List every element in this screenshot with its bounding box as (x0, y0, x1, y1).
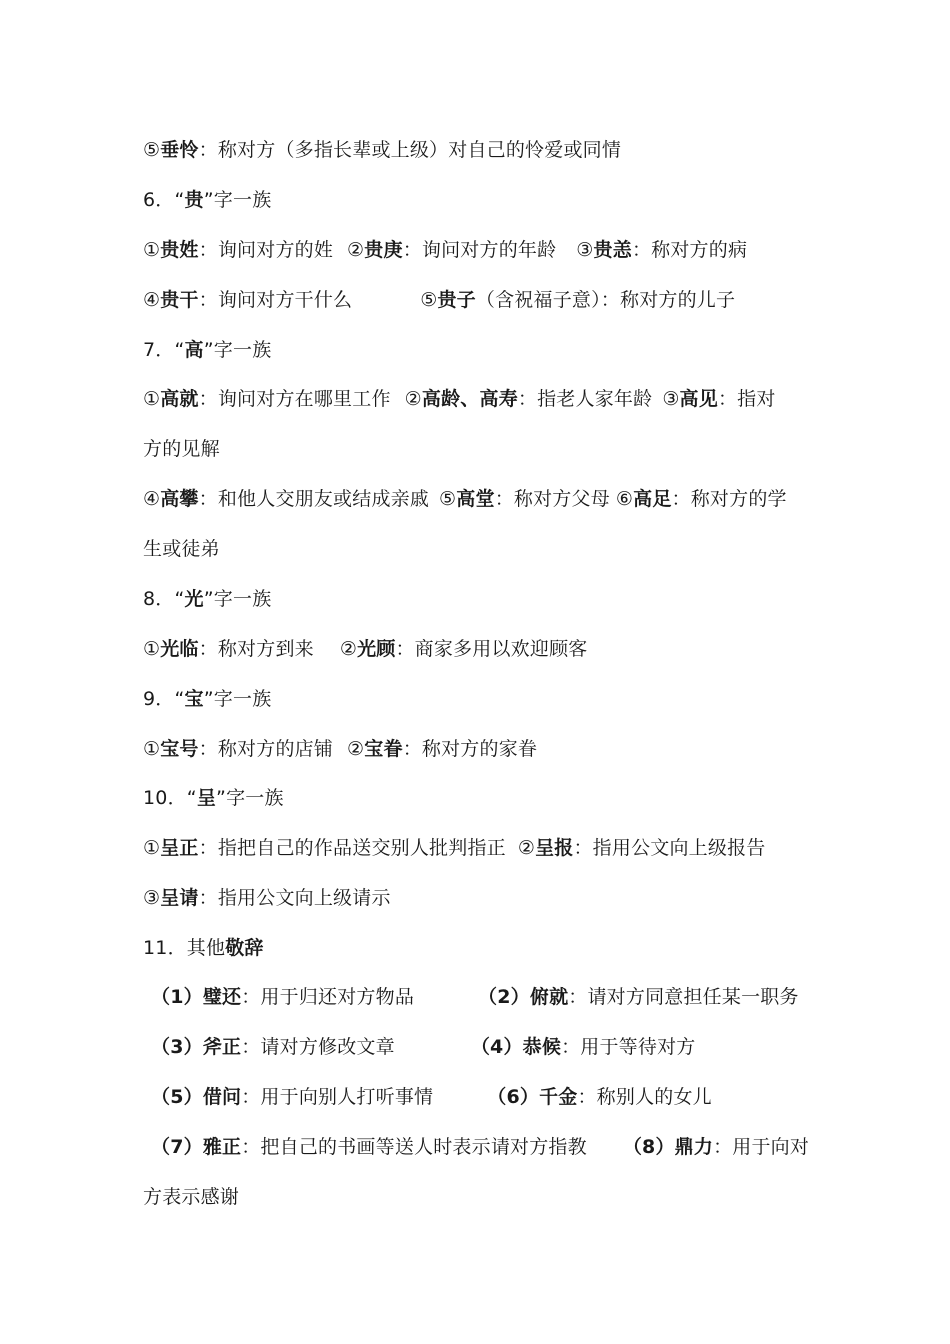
text-segment: ④ (143, 488, 161, 510)
text-segment: ：请对方同意担任某一职务 (568, 986, 799, 1008)
text-segment: ：询问对方在哪里工作 (198, 388, 391, 410)
text-segment: 7．“ (143, 339, 185, 361)
text-segment: （含祝福子意）：称对方的儿子 (475, 289, 736, 311)
text-segment: ：称对方的病 (631, 239, 748, 261)
text-segment: ② (517, 837, 536, 859)
text-segment: ④ (143, 289, 161, 311)
bold-term: 俯就 (529, 986, 569, 1008)
text-line (143, 1082, 712, 1112)
text-segment: ”字一族 (203, 588, 272, 610)
text-line (143, 833, 766, 863)
text-segment: 方表示感谢 (143, 1186, 240, 1208)
text-line (143, 933, 264, 963)
text-segment: ③ (662, 388, 680, 410)
bold-term: 垂怜 (160, 139, 199, 161)
text-line (143, 982, 799, 1012)
text-line (143, 883, 391, 913)
text-segment: ② (339, 638, 358, 660)
text-segment: ③ (143, 887, 161, 909)
text-segment: ：称对方的学 (671, 488, 787, 510)
text-segment: ① (143, 837, 161, 859)
bold-term: 宝号 (160, 738, 199, 760)
text-line (143, 734, 537, 764)
text-segment: ① (143, 388, 161, 410)
text-segment: 8．“ (143, 588, 185, 610)
text-segment: ：用于向别人打听事情 (241, 1086, 434, 1108)
bold-term: 高见 (679, 388, 718, 410)
text-line (143, 1132, 809, 1162)
text-line (143, 534, 220, 564)
bold-term: （3） (151, 1036, 203, 1058)
text-segment: ② (347, 738, 365, 760)
text-segment: ③ (576, 239, 594, 261)
bold-term: 高龄、高寿 (421, 388, 518, 410)
text-segment: ”字一族 (203, 688, 272, 710)
text-segment: ：商家多用以欢迎顾客 (395, 638, 588, 660)
bold-term: 贵 (184, 189, 204, 211)
text-line (143, 285, 735, 315)
text-segment: ：指用公文向上级报告 (573, 837, 766, 859)
text-line (143, 135, 621, 165)
text-line (143, 335, 271, 365)
bold-term: 呈请 (160, 887, 199, 909)
text-segment: ：询问对方的姓 (198, 239, 334, 261)
bold-term: 贵姓 (160, 239, 199, 261)
text-segment: ⑤ (143, 139, 161, 161)
text-line (143, 235, 747, 265)
bold-term: （6） (487, 1086, 540, 1108)
bold-term: 高攀 (160, 488, 199, 510)
bold-term: 斧正 (202, 1036, 242, 1058)
bold-term: （1） (151, 986, 203, 1008)
bold-term: 千金 (539, 1086, 578, 1108)
bold-term: 呈 (196, 787, 217, 809)
text-segment: ② (404, 388, 422, 410)
bold-term: 雅正 (202, 1136, 242, 1158)
text-segment: ⑤ (439, 488, 457, 510)
text-segment: 10．“ (143, 787, 197, 809)
text-segment: ：称对方（多指长辈或上级）对自己的怜爱或同情 (198, 139, 622, 161)
text-line (143, 783, 284, 813)
text-segment: ① (143, 239, 161, 261)
text-segment: ② (347, 239, 365, 261)
text-line (143, 484, 787, 514)
bold-term: 贵干 (160, 289, 199, 311)
text-segment: ：和他人交朋友或结成亲戚 (198, 488, 430, 510)
text-segment: ：称对方父母 (494, 488, 610, 510)
bold-term: 恭候 (522, 1036, 562, 1058)
text-segment: ：指对 (717, 388, 776, 410)
text-segment: ：用于等待对方 (561, 1036, 696, 1058)
bold-term: 光 (184, 588, 204, 610)
bold-term: 贵庚 (364, 239, 403, 261)
text-segment: ：称对方的店铺 (198, 738, 334, 760)
bold-term: 高就 (160, 388, 199, 410)
text-line (143, 634, 588, 664)
bold-term: 宝眷 (364, 738, 403, 760)
text-segment: 11．其他 (143, 937, 226, 959)
text-segment: ：询问对方的年龄 (402, 239, 557, 261)
text-line (143, 185, 271, 215)
text-segment: 生或徒弟 (143, 538, 220, 560)
text-segment: ：用于向对 (713, 1136, 810, 1158)
text-segment: ”字一族 (203, 189, 272, 211)
bold-term: （4） (470, 1036, 523, 1058)
text-line (143, 684, 271, 714)
text-segment: ：称对方的家眷 (402, 738, 538, 760)
bold-term: 鼎力 (674, 1136, 714, 1158)
bold-term: 璧还 (202, 986, 242, 1008)
text-segment: ：称别人的女儿 (577, 1086, 712, 1108)
text-segment: ：把自己的书画等送人时表示请对方指教 (241, 1136, 587, 1158)
bold-term: 呈报 (535, 837, 574, 859)
text-segment: ① (143, 638, 161, 660)
bold-term: 借问 (202, 1086, 242, 1108)
text-segment: ⑤ (420, 289, 438, 311)
text-line (143, 1182, 239, 1212)
bold-term: 贵子 (437, 289, 476, 311)
text-line (143, 584, 271, 614)
text-segment: ：指老人家年龄 (517, 388, 653, 410)
text-segment: ：指用公文向上级请示 (198, 887, 391, 909)
text-segment: 9．“ (143, 688, 185, 710)
bold-term: 光临 (160, 638, 199, 660)
bold-term: （5） (151, 1086, 203, 1108)
text-line (143, 434, 220, 464)
bold-term: 高 (184, 339, 204, 361)
bold-term: 呈正 (160, 837, 199, 859)
text-line (143, 384, 776, 414)
text-segment: ：请对方修改文章 (241, 1036, 395, 1058)
text-segment: ⑥ (615, 488, 634, 510)
bold-term: 敬辞 (225, 937, 264, 959)
text-segment: ① (143, 738, 161, 760)
bold-term: 贵恙 (593, 239, 632, 261)
bold-term: 光顾 (357, 638, 396, 660)
text-segment: ：指把自己的作品送交别人批判指正 (198, 837, 506, 859)
text-line (143, 1032, 695, 1062)
bold-term: 高堂 (456, 488, 495, 510)
bold-term: 宝 (184, 688, 204, 710)
text-segment: ”字一族 (216, 787, 284, 809)
bold-term: （2） (478, 986, 530, 1008)
text-segment: ：称对方到来 (198, 638, 314, 660)
text-segment: ”字一族 (203, 339, 272, 361)
text-segment: ：询问对方干什么 (198, 289, 353, 311)
bold-term: 高足 (633, 488, 672, 510)
text-segment: ：用于归还对方物品 (241, 986, 415, 1008)
text-segment: 方的见解 (143, 438, 220, 460)
bold-term: （8） (622, 1136, 675, 1158)
text-segment: 6．“ (143, 189, 185, 211)
bold-term: （7） (151, 1136, 203, 1158)
